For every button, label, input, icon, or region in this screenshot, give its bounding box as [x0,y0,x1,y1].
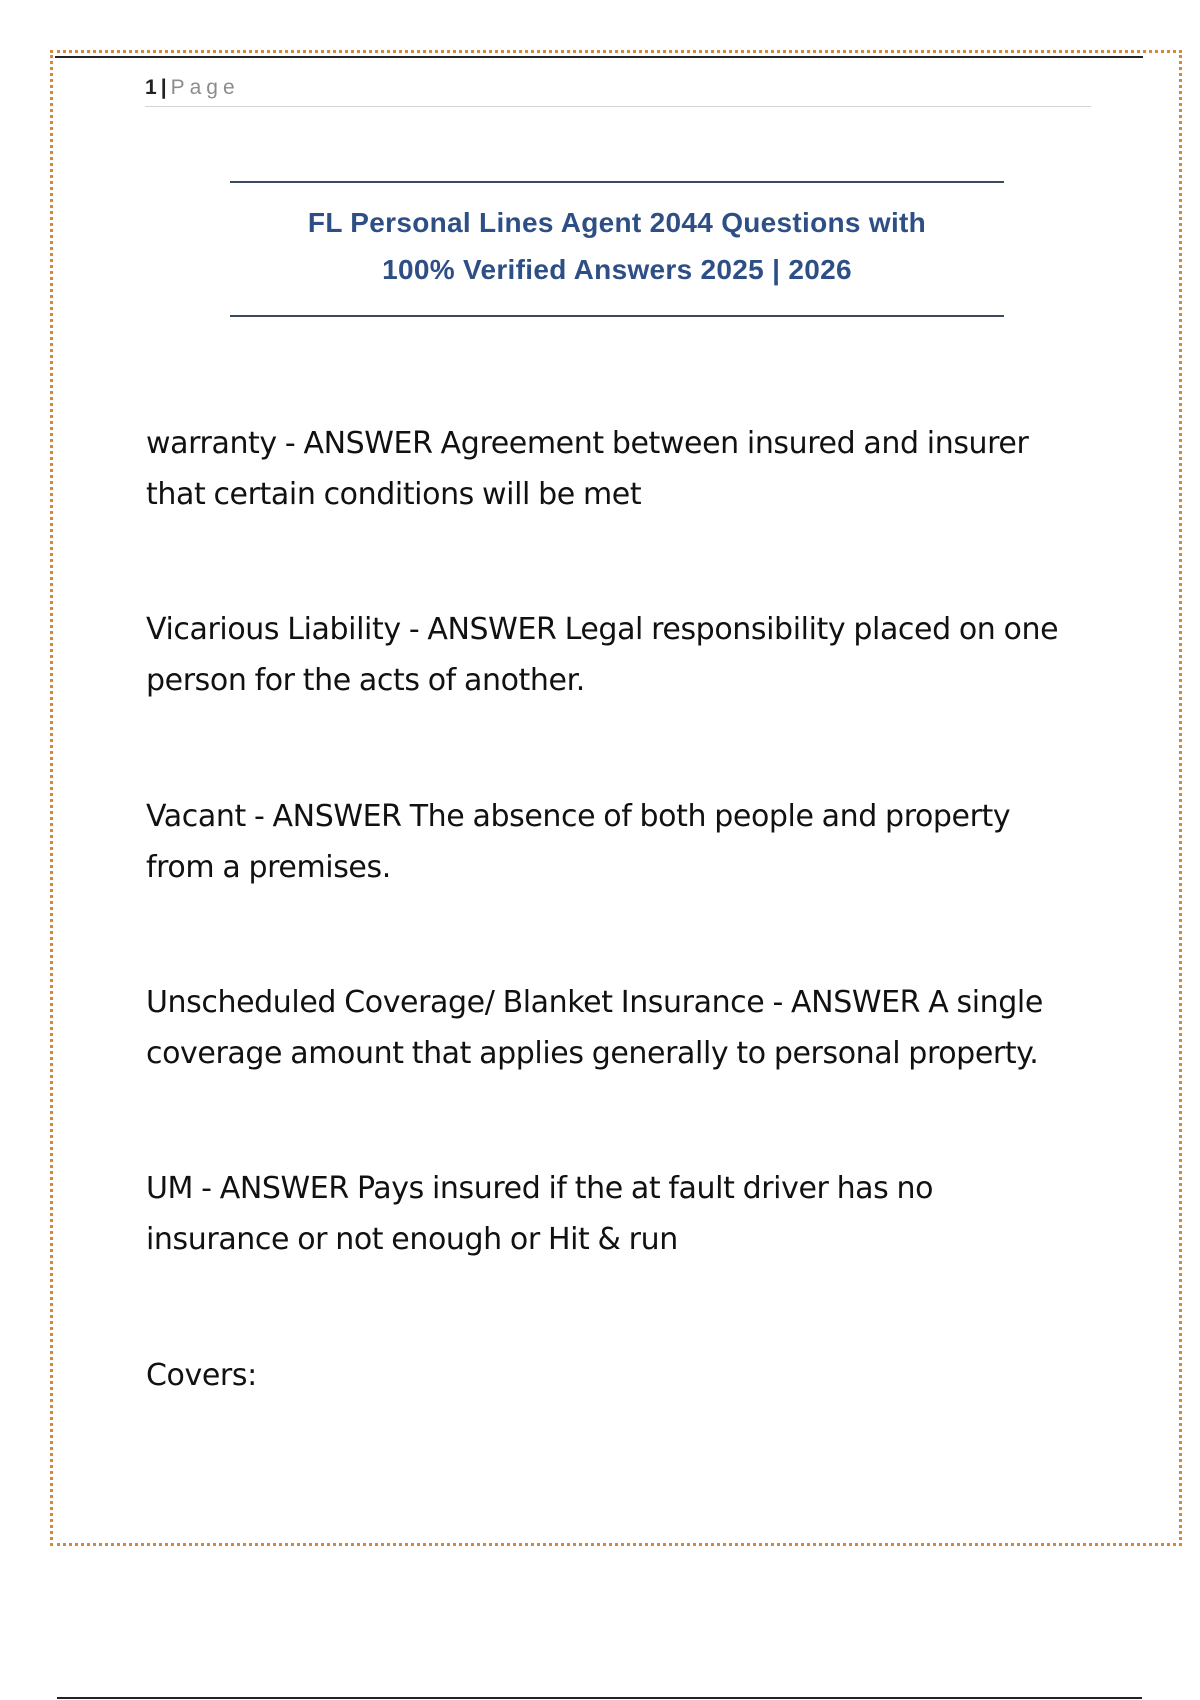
entry-line: insurance or not enough or Hit & run [146,1222,678,1257]
qa-entry-vicarious-liability [146,604,1086,706]
top-rule [55,56,1143,58]
entry-line: Vicarious Liability - ANSWER Legal responsibility placed on one [146,612,1059,647]
qa-entry-um [146,1163,1086,1265]
entry-line: from a premises. [146,850,391,885]
entry-line: UM - ANSWER Pays insured if the at fault driver has no [146,1171,934,1206]
entry-line: coverage amount that applies generally to personal property. [146,1036,1039,1071]
qa-entry-vacant [146,791,1086,893]
page-separator: | [160,76,167,99]
entry-line: warranty - ANSWER Agreement between insured and insurer [146,426,1029,461]
qa-entry-warranty [146,418,1086,520]
page-header [145,76,1091,107]
title-line: 100% Verified Answers 2025 | 2026 [382,254,852,285]
document-title [230,199,1004,293]
page-label: Page [170,76,240,99]
bottom-rule [57,1697,1142,1699]
title-rule-top [230,181,1004,183]
title-rule-bottom [230,315,1004,317]
qa-entry-covers [146,1350,1086,1401]
entry-line: that certain conditions will be met [146,477,642,512]
title-line: FL Personal Lines Agent 2044 Questions with [307,207,927,238]
entry-line: Unscheduled Coverage/ Blanket Insurance - ANSWER A single [146,985,1043,1020]
entry-line: Covers: [146,1358,257,1393]
page-number: 1 [145,76,157,99]
qa-entry-unscheduled-coverage [146,977,1086,1079]
entry-line: Vacant - ANSWER The absence of both people and property [146,799,1011,834]
entry-line: person for the acts of another. [146,663,585,698]
